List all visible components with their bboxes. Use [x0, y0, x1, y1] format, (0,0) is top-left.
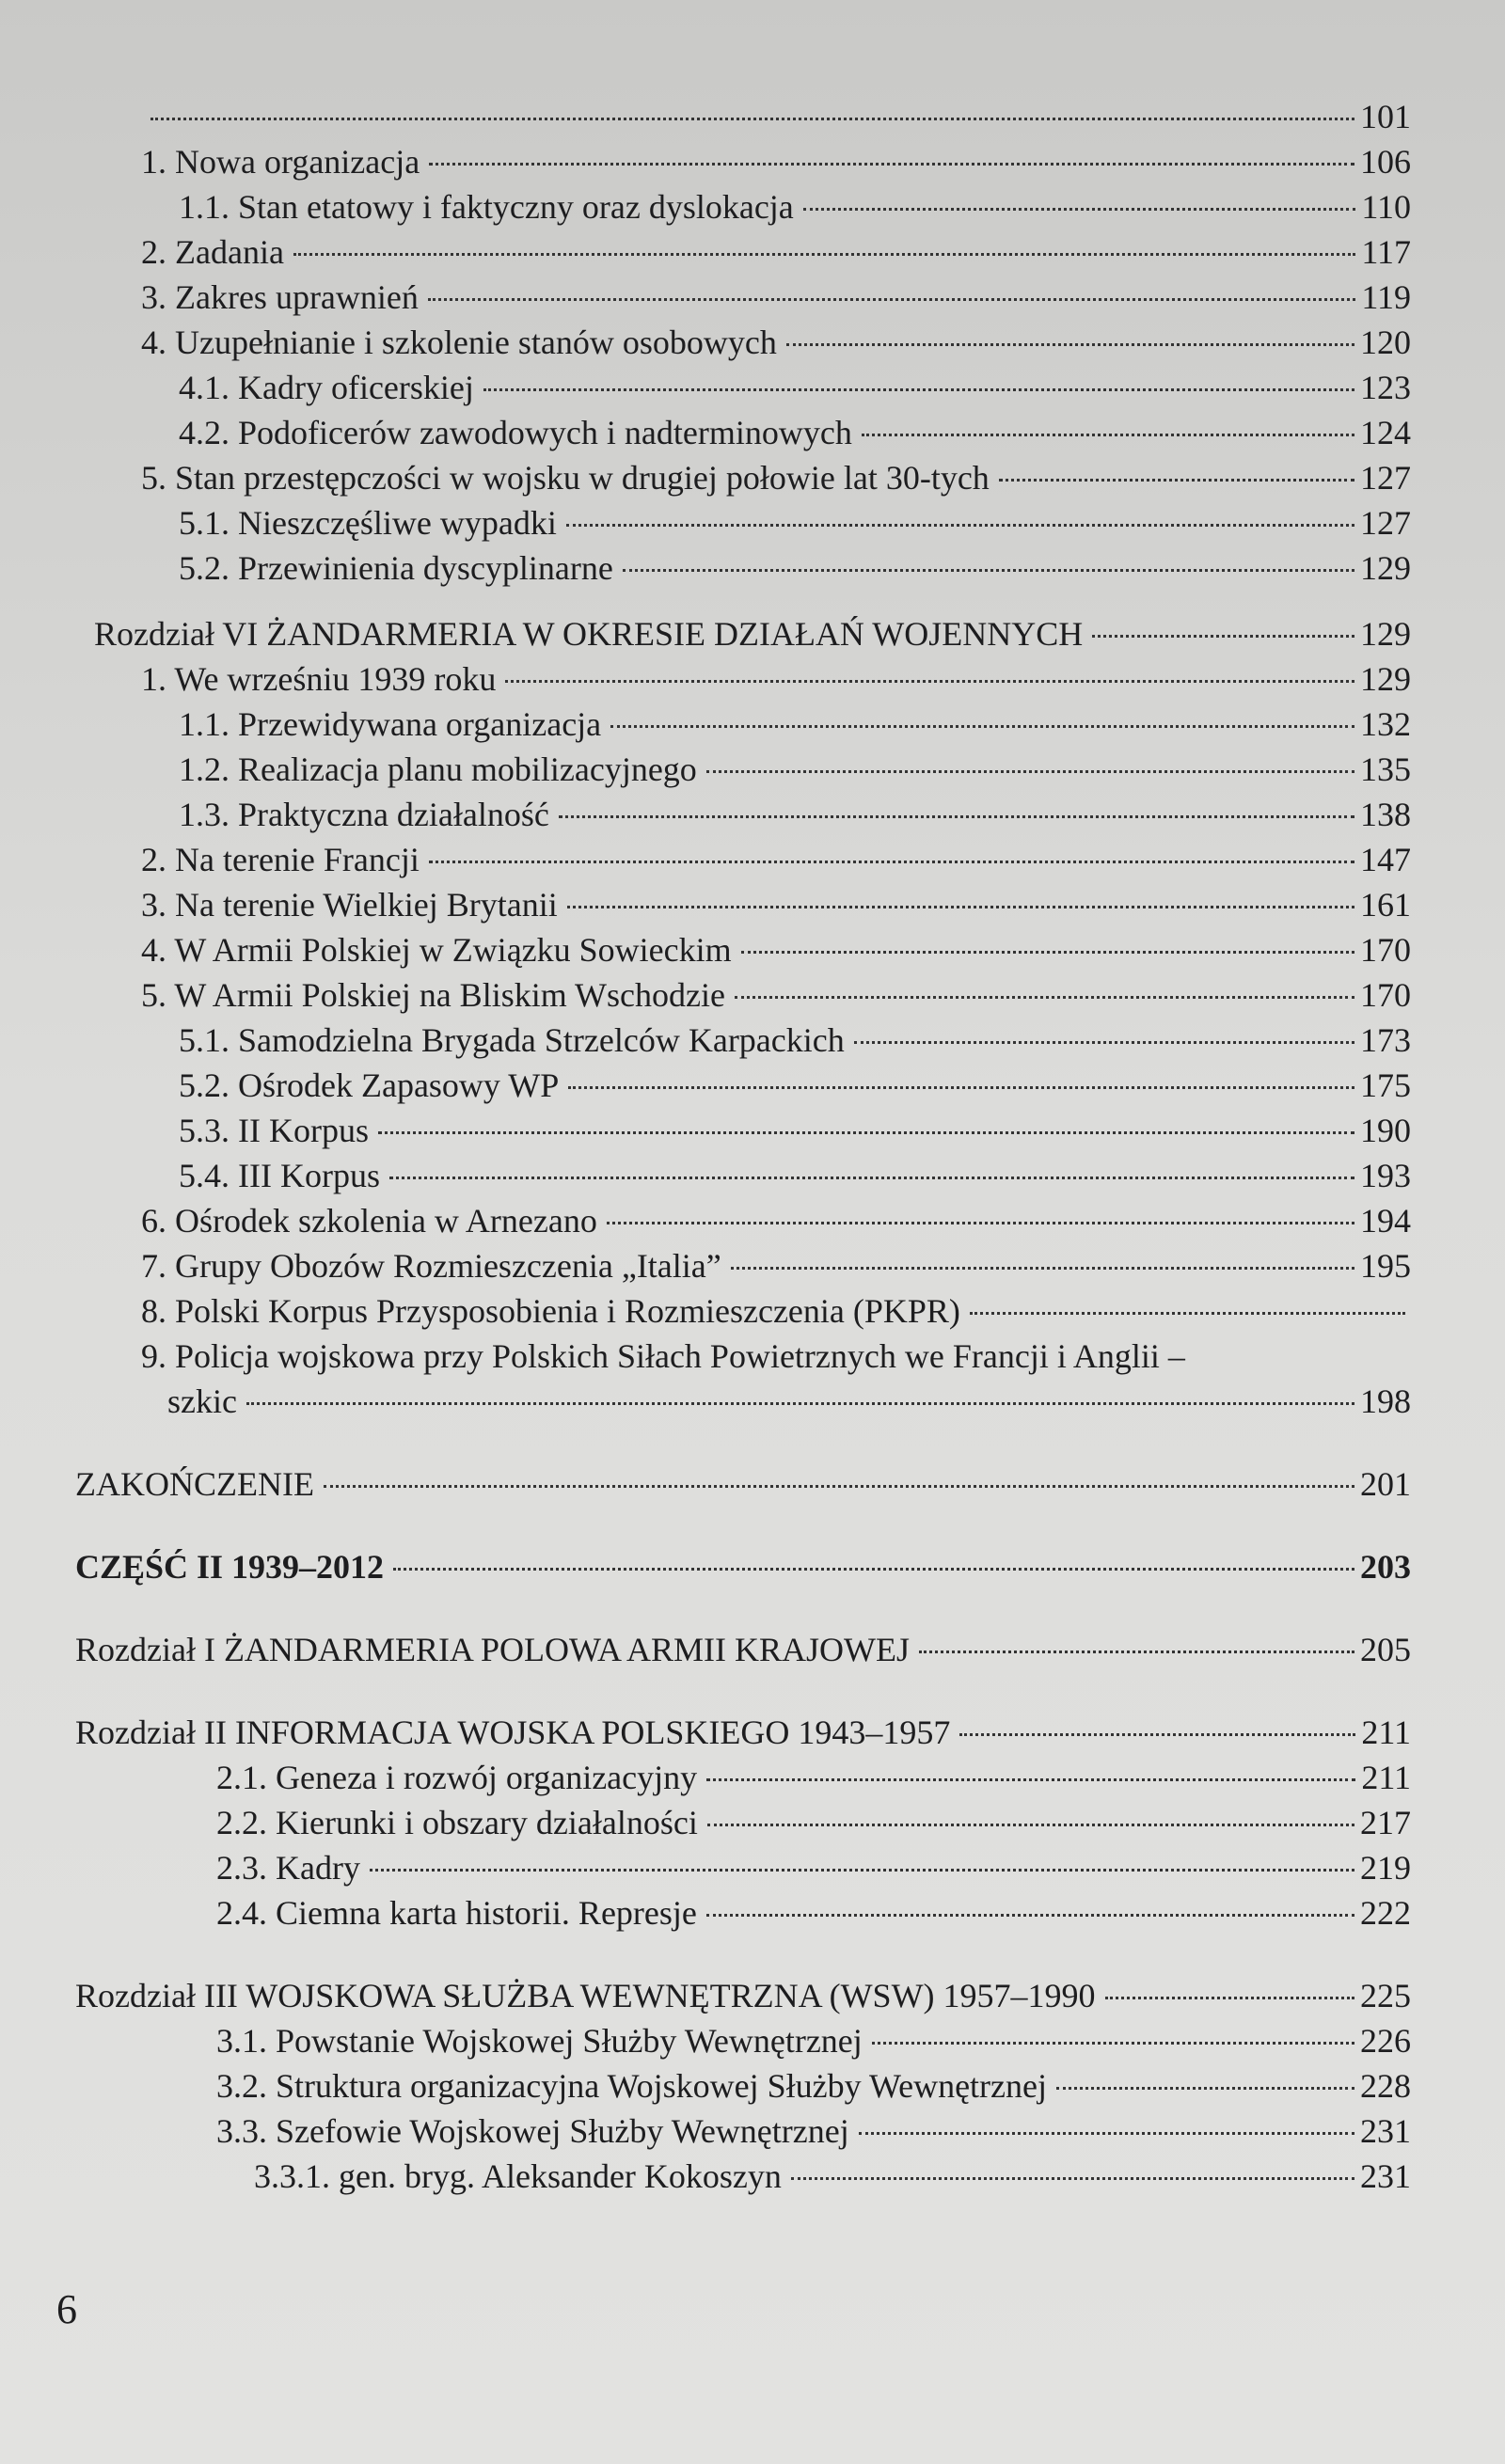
dot-leader: [731, 1267, 1354, 1270]
toc-entry-page: 170: [1360, 976, 1411, 1014]
toc-entry-title: 6. Ośrodek szkolenia w Arnezano: [141, 1202, 597, 1240]
toc-entry-title: 2. Na terenie Francji: [141, 841, 420, 878]
toc-entry-page: 106: [1360, 143, 1411, 181]
dot-leader: [370, 1869, 1354, 1872]
toc-entry-page: 123: [1360, 369, 1411, 406]
toc-entry-title: 7. Grupy Obozów Rozmieszczenia „Italia”: [141, 1247, 721, 1285]
toc-entry-page: 101: [1360, 98, 1411, 135]
toc-entry: [75, 1108, 1411, 1153]
toc-entry: [75, 792, 1411, 837]
dot-leader: [706, 1778, 1355, 1781]
toc-entry-title: 3.1. Powstanie Wojskowej Służby Wewnętrznej: [216, 2022, 863, 2060]
toc-entry-title: 1. We wrześniu 1939 roku: [141, 660, 497, 698]
toc-entry: [75, 747, 1411, 792]
dot-leader: [862, 434, 1354, 436]
dot-leader: [791, 2177, 1354, 2180]
toc-entry-page: 231: [1360, 2112, 1411, 2150]
toc-entry-title-cont: szkic: [167, 1382, 237, 1420]
toc-entry-page: 195: [1360, 1247, 1411, 1285]
toc-entry-title: 5. W Armii Polskiej na Bliskim Wschodzie: [141, 976, 725, 1014]
toc-entry-title: 1.3. Praktyczna działalność: [179, 796, 549, 833]
toc-entry-title: ZAKOŃCZENIE: [75, 1465, 314, 1503]
dot-leader: [741, 951, 1354, 954]
toc-entry-title: 3. Zakres uprawnień: [141, 278, 419, 316]
toc-entry: [75, 2018, 1411, 2063]
toc-entry-title: 2. Zadania: [141, 233, 284, 271]
toc-entry-title: Rozdział II INFORMACJA WOJSKA POLSKIEGO 1943–1957: [75, 1714, 951, 1751]
toc-entry: [75, 1800, 1411, 1845]
toc-entry: [75, 320, 1411, 365]
toc-entry-page: 170: [1360, 931, 1411, 969]
toc-entry-title: 2.4. Ciemna karta historii. Represje: [216, 1894, 697, 1932]
toc-entry-title: 9. Policja wojskowa przy Polskich Siłach Powietrznych we Francji i Anglii –: [141, 1337, 1185, 1375]
toc-entry-title: 2.3. Kadry: [216, 1849, 360, 1887]
toc-entry: [75, 837, 1411, 882]
toc-entry-title: 4. W Armii Polskiej w Związku Sowieckim: [141, 931, 732, 969]
toc-entry: [75, 184, 1411, 229]
dot-leader: [1092, 635, 1354, 638]
toc-entry-page: 173: [1360, 1021, 1411, 1059]
toc-entry: [75, 2154, 1411, 2199]
toc-entry-page: 190: [1360, 1112, 1411, 1149]
toc-entry: [75, 1334, 1411, 1424]
toc-entry: [75, 656, 1411, 702]
toc-entry: [75, 882, 1411, 927]
toc-entry-page: 203: [1360, 1548, 1411, 1586]
toc-entry-page: 201: [1360, 1465, 1411, 1503]
toc-entry: [75, 611, 1411, 656]
toc-entry: [75, 1710, 1411, 1755]
toc-entry-page: 205: [1360, 1631, 1411, 1668]
toc-entry-page: 120: [1360, 324, 1411, 361]
toc-entry: [75, 1755, 1411, 1800]
toc-entry: [75, 972, 1411, 1018]
dot-leader: [246, 1402, 1354, 1405]
dot-leader: [483, 388, 1354, 391]
toc-entry-title: 8. Polski Korpus Przysposobienia i Rozmieszczenia (PKPR): [141, 1292, 960, 1330]
dot-leader: [607, 1222, 1354, 1224]
toc-entry: [75, 275, 1411, 320]
toc-entry: [75, 410, 1411, 455]
toc-entry: [75, 2063, 1411, 2109]
toc-entry-title: 5.1. Samodzielna Brygada Strzelców Karpackich: [179, 1021, 845, 1059]
toc-entry: [75, 1018, 1411, 1063]
toc-entry: [75, 1288, 1411, 1334]
dot-leader: [566, 524, 1354, 527]
toc-entry: [75, 500, 1411, 545]
toc-entry-page: 129: [1360, 615, 1411, 653]
toc-entry-page: 138: [1360, 796, 1411, 833]
toc-entry-title: 1.1. Przewidywana organizacja: [179, 705, 602, 743]
toc-entry: [75, 702, 1411, 747]
toc-entry-page: 231: [1360, 2157, 1411, 2195]
toc-entry-title: 3.3.1. gen. bryg. Aleksander Kokoszyn: [254, 2157, 782, 2195]
dot-leader: [150, 118, 1354, 120]
toc-entry: [75, 1973, 1411, 2018]
dot-leader: [872, 2042, 1354, 2045]
toc-entry-page: 132: [1360, 705, 1411, 743]
toc-entry-page: 219: [1360, 1849, 1411, 1887]
toc-entry-title: 1.2. Realizacja planu mobilizacyjnego: [179, 750, 697, 788]
toc-entry-title: 5.1. Nieszczęśliwe wypadki: [179, 504, 557, 542]
toc-entry: [75, 2109, 1411, 2154]
dot-leader: [559, 815, 1354, 818]
dot-leader: [429, 861, 1354, 863]
dot-leader: [959, 1733, 1355, 1736]
toc-entry: [75, 1198, 1411, 1243]
dot-leader: [735, 996, 1354, 999]
dot-leader: [707, 1824, 1354, 1826]
dot-leader: [854, 1041, 1354, 1044]
dot-leader: [324, 1485, 1354, 1488]
toc-entry-page: 129: [1360, 549, 1411, 587]
dot-leader: [1056, 2087, 1354, 2090]
dot-leader: [623, 569, 1354, 572]
toc-entry-page: 161: [1360, 886, 1411, 924]
dot-leader: [567, 906, 1354, 908]
toc-entry-title: 1.1. Stan etatowy i faktyczny oraz dyslokacja: [179, 188, 794, 226]
toc-entry: [75, 1063, 1411, 1108]
toc-entry: [75, 94, 1411, 139]
dot-leader: [970, 1312, 1405, 1315]
toc-entry: [75, 1845, 1411, 1890]
dot-leader: [393, 1568, 1354, 1571]
toc-entry-title: 5.4. III Korpus: [179, 1157, 380, 1194]
toc-entry-title: 2.1. Geneza i rozwój organizacyjny: [216, 1759, 698, 1796]
dot-leader: [429, 163, 1354, 166]
toc-entry-page: 117: [1361, 233, 1411, 271]
toc-entry: [75, 1153, 1411, 1198]
toc-entry-page: 228: [1360, 2067, 1411, 2105]
dot-leader: [706, 1914, 1354, 1917]
toc-entry-title: 5.2. Przewinienia dyscyplinarne: [179, 549, 613, 587]
dot-leader: [568, 1086, 1354, 1089]
dot-leader: [428, 298, 1355, 301]
toc-entry: [75, 229, 1411, 275]
dot-leader: [859, 2132, 1354, 2135]
toc-entry-title: Rozdział I ŻANDARMERIA POLOWA ARMII KRAJOWEJ: [75, 1631, 910, 1668]
dot-leader: [803, 208, 1356, 211]
toc-entry: [75, 1461, 1411, 1507]
toc-entry: [75, 927, 1411, 972]
toc-entry-page: 119: [1361, 278, 1411, 316]
toc-entry-title: 4. Uzupełnianie i szkolenie stanów osobowych: [141, 324, 777, 361]
toc-entry-title: 5.3. II Korpus: [179, 1112, 369, 1149]
toc-entry: [75, 545, 1411, 591]
toc-entry: [75, 1890, 1411, 1935]
toc-entry-title: 5. Stan przestępczości w wojsku w drugiej połowie lat 30-tych: [141, 459, 990, 497]
toc-entry-page: 135: [1360, 750, 1411, 788]
toc-entry-title: 1. Nowa organizacja: [141, 143, 420, 181]
toc-entry-title: Rozdział VI ŻANDARMERIA W OKRESIE DZIAŁAŃ WOJENNYCH: [94, 615, 1084, 653]
toc-entry-title: CZĘŚĆ II 1939–2012: [75, 1548, 385, 1586]
dot-leader: [505, 680, 1354, 683]
dot-leader: [919, 1651, 1354, 1653]
toc-entry-page: 194: [1360, 1202, 1411, 1240]
toc-entry-title: 3.2. Struktura organizacyjna Wojskowej Służby Wewnętrznej: [216, 2067, 1048, 2105]
dot-leader: [786, 343, 1354, 346]
toc-entry: [75, 1544, 1411, 1589]
toc-entry: [75, 365, 1411, 410]
toc-entry-page: 211: [1361, 1714, 1411, 1751]
toc-entry: [75, 1627, 1411, 1672]
table-of-contents: [75, 94, 1411, 2199]
toc-entry-page: 198: [1360, 1382, 1411, 1420]
toc-entry: [75, 455, 1411, 500]
toc-entry-title: 3. Na terenie Wielkiej Brytanii: [141, 886, 558, 924]
page-number: 6: [56, 2286, 77, 2332]
toc-entry-page: 217: [1360, 1804, 1411, 1841]
toc-entry-page: 129: [1360, 660, 1411, 698]
dot-leader: [1105, 1997, 1354, 1999]
toc-entry-page: 127: [1360, 459, 1411, 497]
dot-leader: [378, 1131, 1354, 1134]
dot-leader: [293, 253, 1355, 256]
toc-entry-page: 226: [1360, 2022, 1411, 2060]
dot-leader: [389, 1177, 1354, 1179]
toc-entry-page: 211: [1361, 1759, 1411, 1796]
dot-leader: [706, 770, 1354, 773]
dot-leader: [610, 725, 1354, 728]
dot-leader: [999, 479, 1354, 482]
toc-entry-title: Rozdział III WOJSKOWA SŁUŻBA WEWNĘTRZNA (WSW) 1957–1990: [75, 1977, 1096, 2014]
toc-entry-page: 127: [1360, 504, 1411, 542]
toc-entry-page: 175: [1360, 1066, 1411, 1104]
toc-entry: [75, 1243, 1411, 1288]
toc-entry-title: 3.3. Szefowie Wojskowej Służby Wewnętrznej: [216, 2112, 849, 2150]
toc-entry-page: 147: [1360, 841, 1411, 878]
toc-entry-page: 124: [1360, 414, 1411, 451]
toc-entry-page: 225: [1360, 1977, 1411, 2014]
toc-entry-title: 4.2. Podoficerów zawodowych i nadterminowych: [179, 414, 852, 451]
toc-entry-title: 2.2. Kierunki i obszary działalności: [216, 1804, 698, 1841]
toc-entry-page: 110: [1361, 188, 1411, 226]
toc-entry: [75, 139, 1411, 184]
toc-entry-title: 5.2. Ośrodek Zapasowy WP: [179, 1066, 560, 1104]
toc-entry-page: 193: [1360, 1157, 1411, 1194]
toc-entry-page: 222: [1360, 1894, 1411, 1932]
toc-entry-title: 4.1. Kadry oficerskiej: [179, 369, 474, 406]
